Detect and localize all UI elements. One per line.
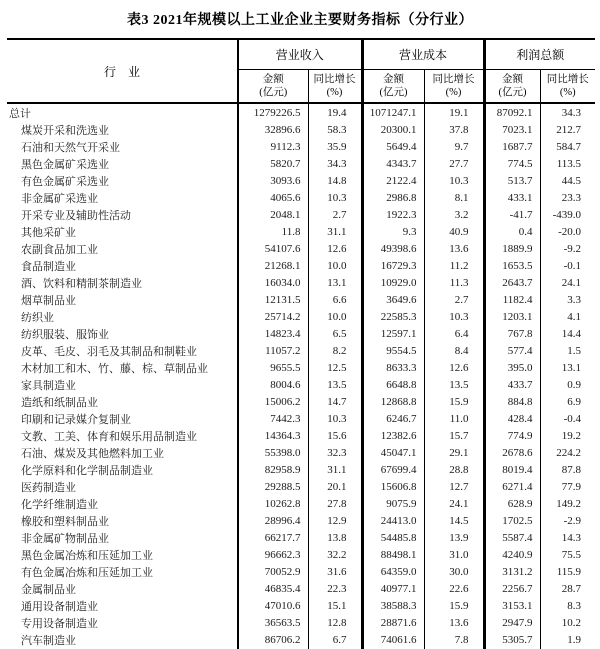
table-row [7,308,595,325]
group-header-cost: 营业成本 [362,39,484,70]
table-row [7,495,595,512]
revenue-yoy-cell: 6.7 [308,631,362,648]
profit-amount-cell: 3131.2 [484,563,540,580]
table-row [7,359,595,376]
profit-amount-cell: 513.7 [484,172,540,189]
industry-cell: 纺织业 [21,311,54,324]
table-title: 表3 2021年规模以上工业企业主要财务指标（分行业） [127,13,473,28]
cost-amount-cell: 12382.6 [362,427,424,444]
profit-yoy-cell: 34.3 [540,103,595,121]
industry-cell: 化学原料和化学制品制造业 [21,464,153,477]
industry-cell: 化学纤维制造业 [21,498,98,511]
industry-cell: 黑色金属矿采选业 [21,158,109,171]
cost-yoy-cell: 15.9 [424,393,484,410]
profit-yoy-cell: 14.4 [540,325,595,342]
revenue-yoy-cell: 15.1 [308,597,362,614]
revenue-amount-cell: 55398.0 [238,444,308,461]
table-row [7,444,595,461]
table-row [7,138,595,155]
profit-yoy-cell: 8.3 [540,597,595,614]
cost-amount-cell: 8633.3 [362,359,424,376]
cost-yoy-cell: 11.0 [424,410,484,427]
yoy-label: 同比增长 [546,73,589,85]
revenue-amount-cell: 32896.6 [238,121,308,138]
profit-amount-cell: 395.0 [484,359,540,376]
industry-cell: 金属制品业 [21,583,76,596]
revenue-amount-cell: 36563.5 [238,614,308,631]
profit-amount-cell: 1653.5 [484,257,540,274]
profit-yoy-cell: 77.9 [540,478,595,495]
profit-amount-cell: 577.4 [484,342,540,359]
industry-cell: 皮革、毛皮、羽毛及其制品和制鞋业 [21,345,197,358]
industry-cell: 黑色金属冶炼和压延加工业 [21,549,153,562]
profit-yoy-cell: 584.7 [540,138,595,155]
profit-yoy-cell: -2.9 [540,512,595,529]
revenue-yoy-cell: 22.3 [308,580,362,597]
profit-yoy-cell: 87.8 [540,461,595,478]
profit-amount-cell: 1182.4 [484,291,540,308]
table-row [7,427,595,444]
profit-yoy-cell: -20.0 [540,223,595,240]
revenue-amount-cell: 8004.6 [238,376,308,393]
cost-yoy-cell: 12.7 [424,478,484,495]
profit-yoy-cell: -9.2 [540,240,595,257]
revenue-yoy-cell: 14.7 [308,393,362,410]
cost-yoy-cell: 19.1 [424,103,484,121]
revenue-yoy-cell: 10.3 [308,410,362,427]
profit-amount-cell: 5587.4 [484,529,540,546]
revenue-yoy-cell: 13.8 [308,529,362,546]
revenue-amount-cell: 10262.8 [238,495,308,512]
revenue-amount-cell: 11.8 [238,223,308,240]
revenue-yoy-cell: 27.8 [308,495,362,512]
profit-amount-cell: 1687.7 [484,138,540,155]
revenue-yoy-cell: 12.5 [308,359,362,376]
revenue-amount-cell: 14364.3 [238,427,308,444]
cost-amount-cell: 16729.3 [362,257,424,274]
profit-yoy-cell: 75.5 [540,546,595,563]
industry-cell: 医药制造业 [21,481,76,494]
cost-amount-cell: 38588.3 [362,597,424,614]
revenue-amount-cell: 70052.9 [238,563,308,580]
table-row [7,529,595,546]
table-row [7,597,595,614]
revenue-amount-cell: 28996.4 [238,512,308,529]
revenue-amount-cell: 1279226.5 [238,103,308,121]
revenue-amount-cell: 3093.6 [238,172,308,189]
profit-yoy-cell: 4.1 [540,308,595,325]
cost-amount-cell: 2122.4 [362,172,424,189]
table-row [7,563,595,580]
cost-yoy-cell: 2.7 [424,291,484,308]
amount-label: 金额 [383,73,405,85]
profit-yoy-cell: 28.7 [540,580,595,597]
profit-yoy-cell: 13.1 [540,359,595,376]
table-row [7,393,595,410]
revenue-amount-cell: 25714.2 [238,308,308,325]
revenue-amount-cell: 21268.1 [238,257,308,274]
subheader-revenue-yoy [308,70,362,104]
cost-amount-cell: 2986.8 [362,189,424,206]
industry-cell: 造纸和纸制品业 [21,396,98,409]
cost-amount-cell: 88498.1 [362,546,424,563]
profit-amount-cell: 6271.4 [484,478,540,495]
cost-amount-cell: 9.3 [362,223,424,240]
revenue-amount-cell: 15006.2 [238,393,308,410]
profit-amount-cell: 767.8 [484,325,540,342]
industry-cell: 有色金属冶炼和压延加工业 [21,566,153,579]
cost-yoy-cell: 13.9 [424,529,484,546]
profit-amount-cell: 2678.6 [484,444,540,461]
cost-amount-cell: 64359.0 [362,563,424,580]
cost-amount-cell: 6246.7 [362,410,424,427]
industry-cell: 酒、饮料和精制茶制造业 [21,277,142,290]
profit-amount-cell: 1702.5 [484,512,540,529]
cost-yoy-cell: 13.5 [424,376,484,393]
table-row [7,155,595,172]
cost-yoy-cell: 29.1 [424,444,484,461]
revenue-amount-cell: 47010.6 [238,597,308,614]
cost-yoy-cell: 37.8 [424,121,484,138]
table-row [7,291,595,308]
table-row [7,410,595,427]
table-row [7,478,595,495]
industry-cell: 农副食品加工业 [21,243,98,256]
cost-yoy-cell: 14.5 [424,512,484,529]
table-row [7,614,595,631]
cost-yoy-cell: 13.6 [424,240,484,257]
revenue-yoy-cell: 10.0 [308,257,362,274]
cost-amount-cell: 12597.1 [362,325,424,342]
industry-cell: 其他采矿业 [21,226,76,239]
cost-yoy-cell: 27.7 [424,155,484,172]
subheader-profit-amount [484,70,540,104]
profit-amount-cell: 774.9 [484,427,540,444]
profit-amount-cell: 2947.9 [484,614,540,631]
revenue-amount-cell: 11057.2 [238,342,308,359]
profit-yoy-cell: -0.1 [540,257,595,274]
industry-cell: 有色金属矿采选业 [21,175,109,188]
revenue-amount-cell: 5820.7 [238,155,308,172]
revenue-amount-cell: 29288.5 [238,478,308,495]
revenue-amount-cell: 54107.6 [238,240,308,257]
amount-label: 金额 [262,73,284,85]
industry-cell: 食品制造业 [21,260,76,273]
profit-amount-cell: 5305.7 [484,631,540,648]
revenue-yoy-cell: 6.6 [308,291,362,308]
industry-cell: 非金属矿物制品业 [21,532,109,545]
cost-amount-cell: 9554.5 [362,342,424,359]
cost-amount-cell: 3649.6 [362,291,424,308]
profit-amount-cell: 87092.1 [484,103,540,121]
industry-cell: 木材加工和木、竹、藤、棕、草制品业 [21,362,208,375]
revenue-amount-cell: 96662.3 [238,546,308,563]
cost-amount-cell: 20300.1 [362,121,424,138]
industry-cell: 开采专业及辅助性活动 [21,209,131,222]
cost-amount-cell: 1922.3 [362,206,424,223]
revenue-yoy-cell: 19.4 [308,103,362,121]
amount-unit: (亿元) [259,87,288,98]
revenue-yoy-cell: 12.6 [308,240,362,257]
revenue-amount-cell: 4065.6 [238,189,308,206]
table-row [7,223,595,240]
cost-yoy-cell: 11.2 [424,257,484,274]
table-row [7,325,595,342]
profit-yoy-cell: 6.9 [540,393,595,410]
subheader-cost-amount [362,70,424,104]
cost-amount-cell: 49398.6 [362,240,424,257]
cost-yoy-cell: 9.7 [424,138,484,155]
cost-amount-cell: 9075.9 [362,495,424,512]
profit-amount-cell: 2643.7 [484,274,540,291]
revenue-yoy-cell: 32.2 [308,546,362,563]
cost-yoy-cell: 3.2 [424,206,484,223]
cost-amount-cell: 10929.0 [362,274,424,291]
amount-label: 金额 [502,73,524,85]
profit-amount-cell: 433.1 [484,189,540,206]
profit-amount-cell: 4240.9 [484,546,540,563]
profit-yoy-cell: -0.4 [540,410,595,427]
yoy-label: 同比增长 [313,73,356,85]
revenue-amount-cell: 66217.7 [238,529,308,546]
profit-amount-cell: 8019.4 [484,461,540,478]
cost-yoy-cell: 28.8 [424,461,484,478]
table-row [7,580,595,597]
subheader-revenue-amount [238,70,308,104]
yoy-unit: (%) [445,87,462,98]
cost-amount-cell: 1071247.1 [362,103,424,121]
cost-yoy-cell: 8.1 [424,189,484,206]
revenue-amount-cell: 86706.2 [238,631,308,648]
table-row [7,546,595,563]
revenue-yoy-cell: 15.6 [308,427,362,444]
profit-yoy-cell: 44.5 [540,172,595,189]
revenue-yoy-cell: 8.2 [308,342,362,359]
table-row [7,103,595,121]
cost-amount-cell: 22585.3 [362,308,424,325]
cost-amount-cell: 28871.6 [362,614,424,631]
cost-yoy-cell: 7.8 [424,631,484,648]
revenue-yoy-cell: 10.3 [308,189,362,206]
cost-amount-cell: 15606.8 [362,478,424,495]
revenue-yoy-cell: 12.8 [308,614,362,631]
revenue-yoy-cell: 34.3 [308,155,362,172]
revenue-yoy-cell: 31.6 [308,563,362,580]
cost-yoy-cell: 15.7 [424,427,484,444]
cost-yoy-cell: 24.1 [424,495,484,512]
yoy-unit: (%) [559,87,576,98]
revenue-yoy-cell: 31.1 [308,461,362,478]
profit-amount-cell: 1203.1 [484,308,540,325]
profit-yoy-cell: 1.9 [540,631,595,648]
cost-yoy-cell: 6.4 [424,325,484,342]
profit-yoy-cell: 115.9 [540,563,595,580]
industry-cell: 总计 [9,107,31,120]
profit-yoy-cell: 19.2 [540,427,595,444]
revenue-yoy-cell: 14.8 [308,172,362,189]
revenue-yoy-cell: 20.1 [308,478,362,495]
profit-amount-cell: -41.7 [484,206,540,223]
profit-amount-cell: 884.8 [484,393,540,410]
table-row [7,631,595,648]
yoy-unit: (%) [326,87,343,98]
profit-yoy-cell: 3.3 [540,291,595,308]
cost-yoy-cell: 22.6 [424,580,484,597]
table-row [7,342,595,359]
industry-cell: 家具制造业 [21,379,76,392]
profit-amount-cell: 628.9 [484,495,540,512]
revenue-yoy-cell: 6.5 [308,325,362,342]
profit-yoy-cell: 0.9 [540,376,595,393]
profit-yoy-cell: 23.3 [540,189,595,206]
profit-amount-cell: 774.5 [484,155,540,172]
table-row [7,189,595,206]
industry-column-header: 行 业 [7,39,238,103]
revenue-yoy-cell: 10.0 [308,308,362,325]
group-header-revenue: 营业收入 [238,39,362,70]
revenue-amount-cell: 14823.4 [238,325,308,342]
revenue-amount-cell: 7442.3 [238,410,308,427]
cost-amount-cell: 24413.0 [362,512,424,529]
industry-cell: 烟草制品业 [21,294,76,307]
table-row [7,512,595,529]
cost-amount-cell: 45047.1 [362,444,424,461]
financial-indicators-table [7,38,595,649]
revenue-amount-cell: 2048.1 [238,206,308,223]
industry-cell: 煤炭开采和洗选业 [21,124,109,137]
cost-yoy-cell: 30.0 [424,563,484,580]
cost-amount-cell: 12868.8 [362,393,424,410]
table-header [7,39,595,103]
industry-cell: 非金属矿采选业 [21,192,98,205]
industry-cell: 印刷和记录媒介复制业 [21,413,131,426]
cost-amount-cell: 4343.7 [362,155,424,172]
industry-cell: 橡胶和塑料制品业 [21,515,109,528]
table-row [7,376,595,393]
cost-amount-cell: 40977.1 [362,580,424,597]
revenue-amount-cell: 12131.5 [238,291,308,308]
profit-amount-cell: 1889.9 [484,240,540,257]
profit-yoy-cell: 113.5 [540,155,595,172]
revenue-amount-cell: 9112.3 [238,138,308,155]
industry-cell: 专用设备制造业 [21,617,98,630]
subheader-profit-yoy [540,70,595,104]
revenue-amount-cell: 82958.9 [238,461,308,478]
profit-amount-cell: 428.4 [484,410,540,427]
profit-yoy-cell: 149.2 [540,495,595,512]
table-body [7,103,595,649]
profit-amount-cell: 3153.1 [484,597,540,614]
cost-yoy-cell: 8.4 [424,342,484,359]
table-row [7,206,595,223]
profit-amount-cell: 2256.7 [484,580,540,597]
revenue-yoy-cell: 13.1 [308,274,362,291]
table-row [7,240,595,257]
revenue-yoy-cell: 58.3 [308,121,362,138]
profit-yoy-cell: -439.0 [540,206,595,223]
group-header-profit: 利润总额 [484,39,595,70]
profit-amount-cell: 7023.1 [484,121,540,138]
cost-yoy-cell: 12.6 [424,359,484,376]
revenue-yoy-cell: 12.9 [308,512,362,529]
industry-cell: 汽车制造业 [21,634,76,647]
profit-yoy-cell: 24.1 [540,274,595,291]
industry-cell: 通用设备制造业 [21,600,98,613]
cost-amount-cell: 74061.6 [362,631,424,648]
table-row [7,172,595,189]
revenue-yoy-cell: 2.7 [308,206,362,223]
revenue-yoy-cell: 31.1 [308,223,362,240]
revenue-yoy-cell: 32.3 [308,444,362,461]
revenue-amount-cell: 16034.0 [238,274,308,291]
profit-yoy-cell: 212.7 [540,121,595,138]
revenue-yoy-cell: 13.5 [308,376,362,393]
subheader-cost-yoy [424,70,484,104]
cost-yoy-cell: 15.9 [424,597,484,614]
cost-yoy-cell: 13.6 [424,614,484,631]
revenue-amount-cell: 9655.5 [238,359,308,376]
profit-yoy-cell: 10.2 [540,614,595,631]
profit-yoy-cell: 14.3 [540,529,595,546]
industry-cell: 文教、工美、体育和娱乐用品制造业 [21,430,197,443]
industry-cell: 石油和天然气开采业 [21,141,120,154]
amount-unit: (亿元) [498,87,527,98]
table-row [7,121,595,138]
table-row [7,461,595,478]
industry-cell: 纺织服装、服饰业 [21,328,109,341]
yoy-label: 同比增长 [432,73,475,85]
cost-amount-cell: 5649.4 [362,138,424,155]
table-row [7,257,595,274]
revenue-amount-cell: 46835.4 [238,580,308,597]
cost-yoy-cell: 10.3 [424,172,484,189]
cost-yoy-cell: 31.0 [424,546,484,563]
cost-yoy-cell: 11.3 [424,274,484,291]
profit-amount-cell: 433.7 [484,376,540,393]
cost-yoy-cell: 40.9 [424,223,484,240]
cost-amount-cell: 54485.8 [362,529,424,546]
cost-yoy-cell: 10.3 [424,308,484,325]
table-row [7,274,595,291]
header-group-row [7,39,595,70]
amount-unit: (亿元) [379,87,408,98]
industry-cell: 石油、煤炭及其他燃料加工业 [21,447,164,460]
cost-amount-cell: 6648.8 [362,376,424,393]
cost-amount-cell: 67699.4 [362,461,424,478]
profit-amount-cell: 0.4 [484,223,540,240]
profit-yoy-cell: 1.5 [540,342,595,359]
revenue-yoy-cell: 35.9 [308,138,362,155]
profit-yoy-cell: 224.2 [540,444,595,461]
